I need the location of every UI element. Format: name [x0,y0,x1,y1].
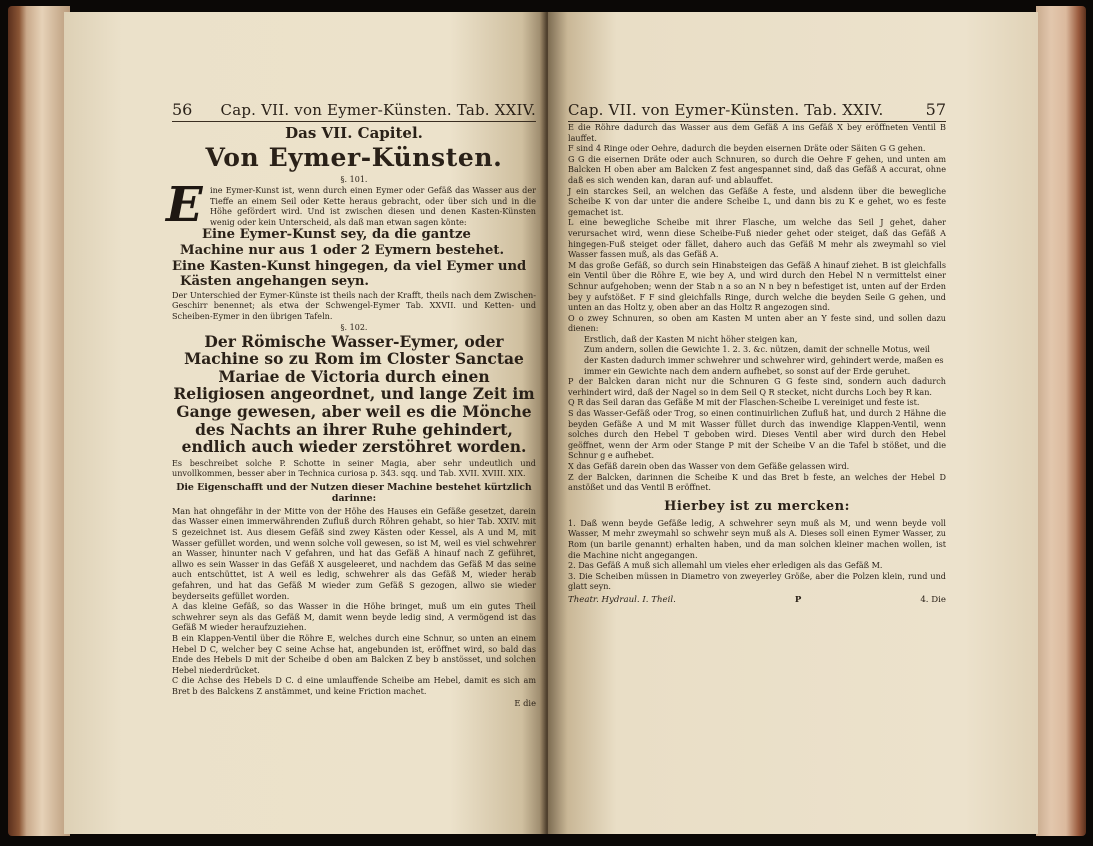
paragraph-wasser-gefaess-s: S das Wasser-Gefäß oder Trog, so einen continuirlichen Zufluß hat, und durch 2 Hähne die beyden Gefäße A und M mit Wasser füllet durch das inwendige Klappen-Ventil, wenn solches durch den Hebel T geboben wird. Dieses Ventil aber wird durch den Hebel geöffnet, wenn der Arm oder Stange P mit der Scheibe V an die Tafel b stößet, und die Schnur g e aufhebet. [568,408,946,461]
chapter-title: Von Eymer-Künsten. [205,143,503,172]
left-page [64,12,546,834]
paragraph-schnuren-oo: O o zwey Schnuren, so oben am Kasten M unten aber an Y feste sind, und sollen dazu dienen: [568,312,946,334]
paragraph-seil-j: J ein starckes Seil, an welchen das Gefäße A feste, und alsdenn über die bewegliche Scheibe K von dar unter die andere Scheibe L, und dann bis zu K e gehet, wo es feste gemachet ist. [568,185,946,217]
left-page-edges [8,6,70,836]
paragraph-beschreibung: Man hat ohngefähr in der Mitte von der Höhe des Hauses ein Gefäße gesetzet, darein das Wasser einen immerwährenden Zufluß durch Röhren gehabt, so hier Tab. XXIV. mit S gezeichnet ist. Aus diesem Gefäß sind zwey Kästen oder Kessel, als A und M, mit Wasser gefüllet worden, und wenn solche voll gewesen, so ist M, weil es viel schwehrer an Wasser, hinunter nach V gefahren, und hat das Gefäß A hinauf nach Z geführet, allwo es sein Wasser in das Gefäß X ausgeleeret, und nachdem das Gefäß M das seine auch entschüttet, ist A weil es ledig, schwehrer als das Gefäß M, wieder herab gefahren, und hat das Gefäß M wieder zum Gefäß S gezogen, allwo sie wieder beyderseits gefüllet worden. [172,505,536,601]
right-page [548,12,1038,834]
right-running-head [568,100,946,122]
right-page-content [568,100,946,605]
footer-book-title: Theatr. Hydraul. I. Theil. [568,594,676,605]
note-3: 3. Die Scheiben müssen in Diametro von zweyerley Größe, aber die Polzen klein, rund und glatt seyn. [568,570,946,592]
paragraph-ringe-f: F sind 4 Ringe oder Oehre, dadurch die beyden eisernen Dräte oder Säiten G G gehen. [568,143,926,154]
note-1: 1. Daß wenn beyde Gefäße ledig, A schwehrer seyn muß als M, und wenn beyde voll Wasser, M mehr zweymahl so schwehr seyn muß als A. Dieses soll einen Eymer Wasser, zu Rom (un barile genannt) erhalten haben, und da man solchen kleiner machen wollen, ist die Machine nicht angegangen. [568,517,946,560]
paragraph-gefaess-x: X das Gefäß darein oben das Wasser von dem Gefäße gelassen wird. [568,461,850,471]
paragraph-gefaess-m: M das große Gefäß, so durch sein Hinabsteigen das Gefäß A hinauf ziehet. B ist gleichfalls ein Ventil über die Röhre E, wie bey A, und wird durch den Hebel N n vermittelst einer Schnur aufgehoben; wenn der Stab n a so an N n bey n befestiget ist, unten auf der Erden bey y aufstößet. F F sind gleichfalls Ringe, durch welche die beyden Seile G gehen, und unten an das Holtz y, oben aber an das Holtz R angezogen sind. [568,259,946,313]
definition-eymer-kunst: Eine Eymer-Kunst sey, da die gantze Machine nur aus 1 oder 2 Eymern bestehet. [180,227,505,258]
left-page-number: 56 [172,100,193,119]
right-catchword: 4. Die [920,594,946,605]
paragraph-ventil-b: B ein Klappen-Ventil über die Röhre E, welches durch eine Schnur, so unten an einem Hebel D C, welcher bey C seine Achse hat, angebunden ist, eröffnet wird, so bald das Ende des Hebels D mit der Scheibe d oben am Balcken Z bey b anstösset, und solchen Hebel niederdrücket. [172,633,536,675]
paragraph-balcken-z: Z der Balcken, darinnen die Scheibe K und das Bret b feste, an welches der Hebel D anstößet und das Ventil B eröffnet. [568,471,946,493]
drop-cap: E [166,177,203,233]
paragraph-schotte: Es beschreibet solche P. Schotte in seiner Magia, aber sehr undeutlich und unvollkommen, besser aber in Technica curiosa p. 343. sqq. und Tab. XVII. XVIII. XIX. [172,457,536,479]
right-page-edges [1036,6,1086,836]
left-running-head [172,100,536,122]
left-page-content [166,100,536,708]
note-2: 2. Das Gefäß A muß sich allemahl um vieles eher erledigen als das Gefäß M. [568,560,883,571]
section-102-title: Der Römische Wasser-Eymer, oder Machine so zu Rom im Closter Sanctae Mariae de Victoria durch einen Religiosen angeordnet, und lange Zeit im Gange gewesen, aber weil es die Mönche des Nachts an ihrer Ruhe gehindert, endlich auch wieder zerstöhret worden. [173,331,535,457]
subheading-eigenschafft: Die Eigenschafft und der Nutzen dieser Machine bestehet kürtzlich darinne: [176,481,532,504]
paragraph-balcken-p: P der Balcken daran nicht nur die Schnuren G G feste sind, sondern auch dadurch verhindert wird, daß der Nagel so in dem Seil Q R stecket, nicht durchs Loch bey R kan. [568,376,946,397]
paragraph-intro-text: ine Eymer-Kunst ist, wenn durch einen Eymer oder Gefäß das Wasser aus der Tieffe an einem Seil oder Kette heraus gebracht, oder über sich und in die Höhe gefördert wird. Und ist zwischen diesen und denen Kasten-Künsten wenig oder kein Unterscheid, als daß man etwan sagen könte: [210,185,536,227]
paragraph-seil-qr: Q R das Seil daran das Gefäße M mit der Flaschen-Scheibe L vereiniget und feste ist. [568,397,920,408]
paragraph-roehre-e: E die Röhre dadurch das Wasser aus dem Gefäß A ins Gefäß X bey eröffneten Ventil B lauffet. [568,122,946,143]
list-item-zum-andern: Zum andern, sollen die Gewichte 1. 2. 3. &c. nützen, damit der schnelle Motus, weil der Kasten dadurch immer schwehrer und schwehrer wird, gehindert werde, maßen es immer ein Gewichte nach dem andern aufhebet, so sonst auf der Erde geruhet. [584,344,944,376]
signature-mark: P [794,594,802,605]
left-catchword: E die [514,697,536,708]
right-page-footer [568,595,946,605]
paragraph-draete-gg: G G die eisernen Dräte oder auch Schnuren, so durch die Oehre F gehen, und unten am Balcken H oben aber am Balcken Z fest angespannet sind, daß das Gefäß A accurat, ohne daß es sich wenden kan, daran auf- und ablauffet. [568,153,946,185]
chapter-line: Das VII. Capitel. [285,124,423,142]
paragraph-scheibe-l: L eine bewegliche Scheibe mit ihrer Flasche, um welche das Seil J gehet, daher verursachet wird, wenn diese Scheibe-Fuß nieder gehet oder steiget, daß das Gefäß A hingegen-Fuß steiget oder fället, dahero auch das Gefäß M mehr als zweymahl so viel Wasser fassen muß, als das Gefäß A. [568,217,946,260]
heading-hierbey: Hierbey ist zu mercken: [664,498,850,514]
list-item-erstlich: Erstlich, daß der Kasten M nicht höher steigen kan, [584,333,798,344]
right-running-title: Cap. VII. von Eymer-Künsten. Tab. XXIV. [568,101,884,119]
paragraph-gefaess-a: A das kleine Gefäß, so das Wasser in die Höhe bringet, muß um ein gutes Theil schwehrer seyn als das Gefäß M, damit wenn beyde ledig sind, A vermögend ist das Gefäß M wieder heraufzuziehen. [172,601,536,633]
paragraph-unterschied: Der Unterschied der Eymer-Künste ist theils nach der Krafft, theils nach dem Zwischen-Geschirr benennet; als etwa der Schwengel-Eymer Tab. XXVII. und Ketten- und Scheiben-Eymer in den übrigen Tafeln. [172,289,536,321]
section-101: §. 101. [340,175,368,184]
section-102: §. 102. [340,322,368,332]
left-running-title: Cap. VII. von Eymer-Künsten. Tab. XXIV. [220,101,536,119]
paragraph-achse-c: C die Achse des Hebels D C. d eine umlauffende Scheibe am Hebel, damit es sich am Bret b des Balckens Z anstämmet, und keine Friction machet. [172,675,536,696]
right-page-number: 57 [925,100,946,119]
definition-kasten-kunst: Eine Kasten-Kunst hingegen, da viel Eymer und Kästen angehangen seyn. [172,258,527,290]
